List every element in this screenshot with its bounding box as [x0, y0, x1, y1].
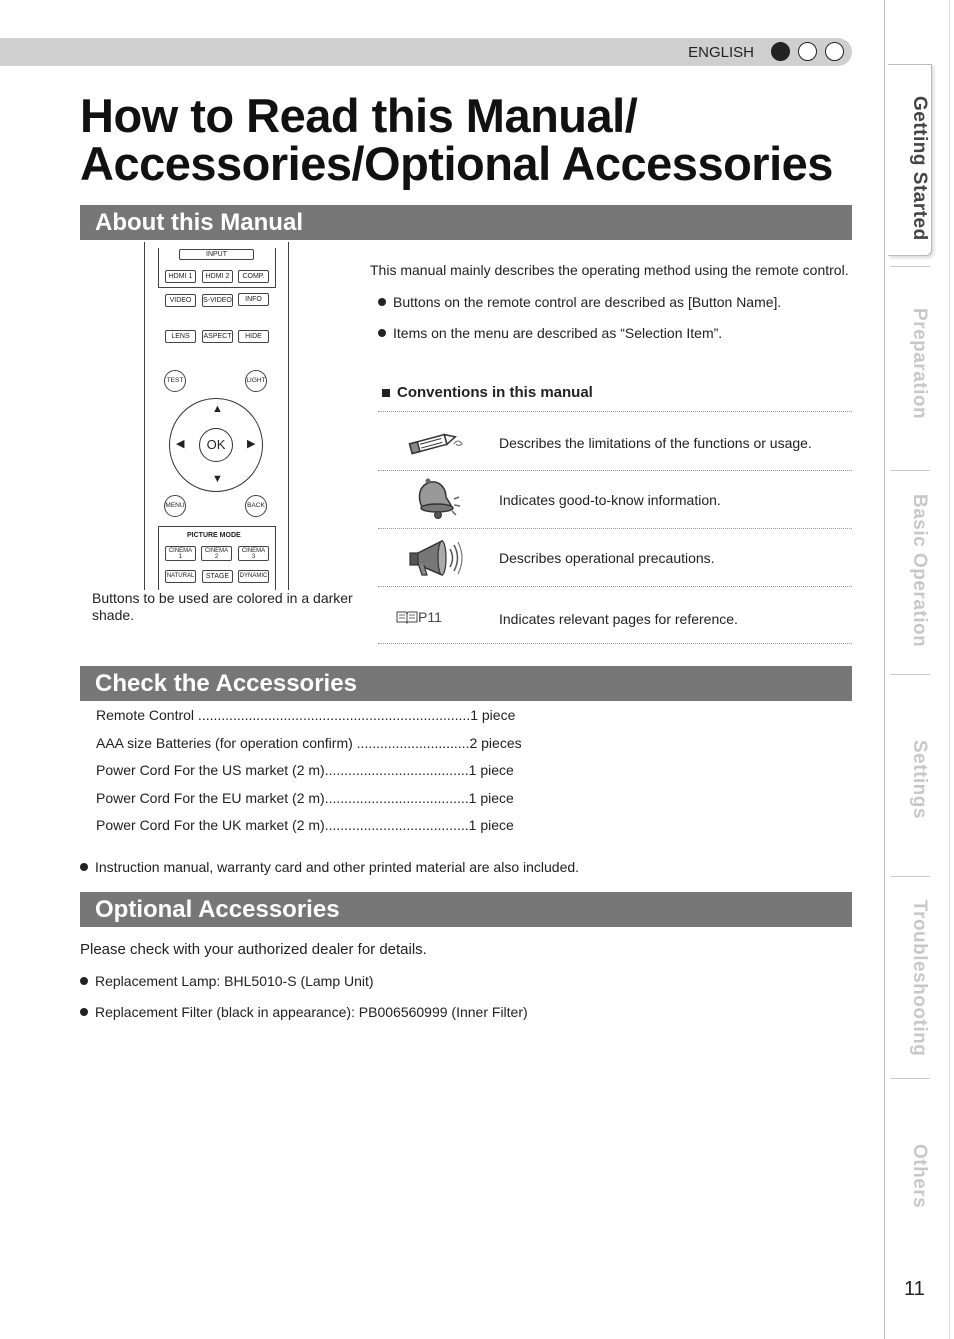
indicator-dot	[825, 42, 844, 61]
accessory-item: AAA size Batteries (for operation confirm) .............................2 pieces	[96, 735, 522, 751]
cinema1-number: 1	[178, 554, 183, 560]
remote-button-test: TEST	[164, 370, 186, 392]
remote-button-back: BACK	[245, 495, 267, 517]
cinema3-label: CINEMA	[241, 548, 266, 554]
section-heading-optional: Optional Accessories	[80, 892, 852, 927]
section-indicator	[771, 42, 844, 61]
book-reference-icon	[396, 610, 418, 624]
bullet-icon	[80, 863, 88, 871]
tab-getting-started[interactable]: Getting Started	[909, 96, 930, 241]
cinema2-label: CINEMA	[204, 548, 229, 554]
tab-divider	[890, 470, 930, 471]
arrow-left-icon: ◀	[176, 438, 185, 450]
page-title	[80, 89, 860, 190]
indicator-dot	[798, 42, 817, 61]
convention-row	[378, 470, 852, 528]
section-heading-accessories: Check the Accessories	[80, 666, 852, 701]
about-bullet-text: Items on the menu are described as “Selection Item”.	[393, 325, 723, 341]
tab-divider	[890, 674, 930, 675]
tab-others[interactable]: Others	[909, 1144, 930, 1209]
remote-button-ok: OK	[199, 428, 233, 462]
remote-button-info: INFO	[238, 293, 269, 306]
tab-troubleshooting[interactable]: Troubleshooting	[909, 900, 930, 1057]
page-title-line2: Accessories/Optional Accessories	[80, 137, 833, 190]
remote-button-lens: LENS	[165, 330, 196, 343]
remote-control-illustration	[144, 242, 289, 590]
accessories-note-text: Instruction manual, warranty card and other printed material are also included.	[95, 859, 580, 875]
tab-basic-operation[interactable]: Basic Operation	[909, 494, 930, 648]
tab-divider	[890, 1078, 930, 1079]
tab-divider	[890, 876, 930, 877]
tab-settings[interactable]: Settings	[909, 740, 930, 819]
remote-dpad	[169, 398, 263, 492]
header-bar	[0, 38, 852, 66]
convention-text: Indicates relevant pages for reference.	[499, 611, 738, 627]
arrow-down-icon: ▼	[212, 473, 223, 485]
optional-intro: Please check with your authorized dealer for details.	[80, 941, 427, 958]
accessories-note	[80, 859, 579, 875]
section-heading-about: About this Manual	[80, 205, 852, 240]
bullet-icon	[378, 329, 386, 337]
remote-button-light: LIGHT	[245, 370, 267, 392]
page-number: 11	[904, 1278, 925, 1300]
remote-button-hdmi2: HDMI 2	[202, 270, 233, 283]
cinema1-label: CINEMA	[168, 548, 193, 554]
convention-row	[378, 586, 852, 644]
remote-button-natural: NATURAL	[165, 570, 196, 583]
arrow-right-icon: ▶	[247, 438, 256, 450]
remote-button-aspect: ASPECT	[202, 330, 233, 343]
remote-button-stage: STAGE	[202, 570, 233, 583]
convention-text: Describes the limitations of the functions or usage.	[499, 435, 812, 451]
reference-page-label: P11	[418, 609, 442, 625]
arrow-up-icon: ▲	[212, 403, 223, 415]
accessory-item: Power Cord For the UK market (2 m).....................................1 piece	[96, 817, 514, 833]
remote-button-cinema2	[201, 546, 232, 561]
convention-text: Indicates good-to-know information.	[499, 492, 721, 508]
about-bullet-text: Buttons on the remote control are described as [Button Name].	[393, 294, 782, 310]
bullet-icon	[80, 977, 88, 985]
remote-button-cinema3	[238, 546, 269, 561]
page-title-line1: How to Read this Manual/	[80, 89, 638, 142]
remote-button-hide: HIDE	[238, 330, 269, 343]
remote-button-cinema1	[165, 546, 196, 561]
remote-caption: Buttons to be used are colored in a darker shade.	[92, 590, 353, 623]
remote-button-hdmi1: HDMI 1	[165, 270, 196, 283]
accessory-item: Power Cord For the EU market (2 m).....................................1 piece	[96, 790, 514, 806]
optional-item	[80, 1004, 528, 1020]
bell-icon	[406, 477, 462, 523]
about-bullet	[378, 294, 781, 310]
book-reference	[396, 609, 442, 625]
pencil-memo-icon	[406, 428, 466, 456]
side-tab-nav	[884, 0, 954, 1339]
language-label: ENGLISH	[688, 44, 754, 61]
remote-button-svideo: S-VIDEO	[202, 294, 233, 307]
square-bullet-icon	[382, 389, 390, 397]
convention-text: Describes operational precautions.	[499, 550, 715, 566]
remote-button-menu: MENU	[164, 495, 186, 517]
convention-row	[378, 528, 852, 586]
convention-row	[378, 411, 852, 470]
tab-preparation[interactable]: Preparation	[909, 308, 930, 420]
conventions-title-text: Conventions in this manual	[397, 384, 593, 401]
optional-item-text: Replacement Filter (black in appearance): PB006560999 (Inner Filter)	[95, 1004, 528, 1020]
optional-item-text: Replacement Lamp: BHL5010-S (Lamp Unit)	[95, 973, 374, 989]
cinema2-number: 2	[214, 554, 219, 560]
megaphone-icon	[406, 535, 464, 583]
optional-item	[80, 973, 374, 989]
cinema3-number: 3	[251, 554, 256, 560]
accessory-item: Power Cord For the US market (2 m).....................................1 piece	[96, 762, 514, 778]
remote-button-video: VIDEO	[165, 294, 196, 307]
about-bullet	[378, 325, 722, 341]
tab-divider	[890, 266, 930, 267]
bullet-icon	[80, 1008, 88, 1016]
accessory-item: Remote Control ......................................................................1 piece	[96, 707, 516, 723]
picture-mode-label: PICTURE MODE	[187, 532, 241, 539]
conventions-title	[382, 384, 593, 401]
about-intro: This manual mainly describes the operating method using the remote control.	[370, 262, 849, 278]
remote-button-comp: COMP.	[238, 270, 269, 283]
indicator-dot-filled	[771, 42, 790, 61]
bullet-icon	[378, 298, 386, 306]
remote-button-dynamic: DYNAMIC	[238, 570, 269, 583]
remote-input-label: INPUT	[179, 249, 254, 260]
